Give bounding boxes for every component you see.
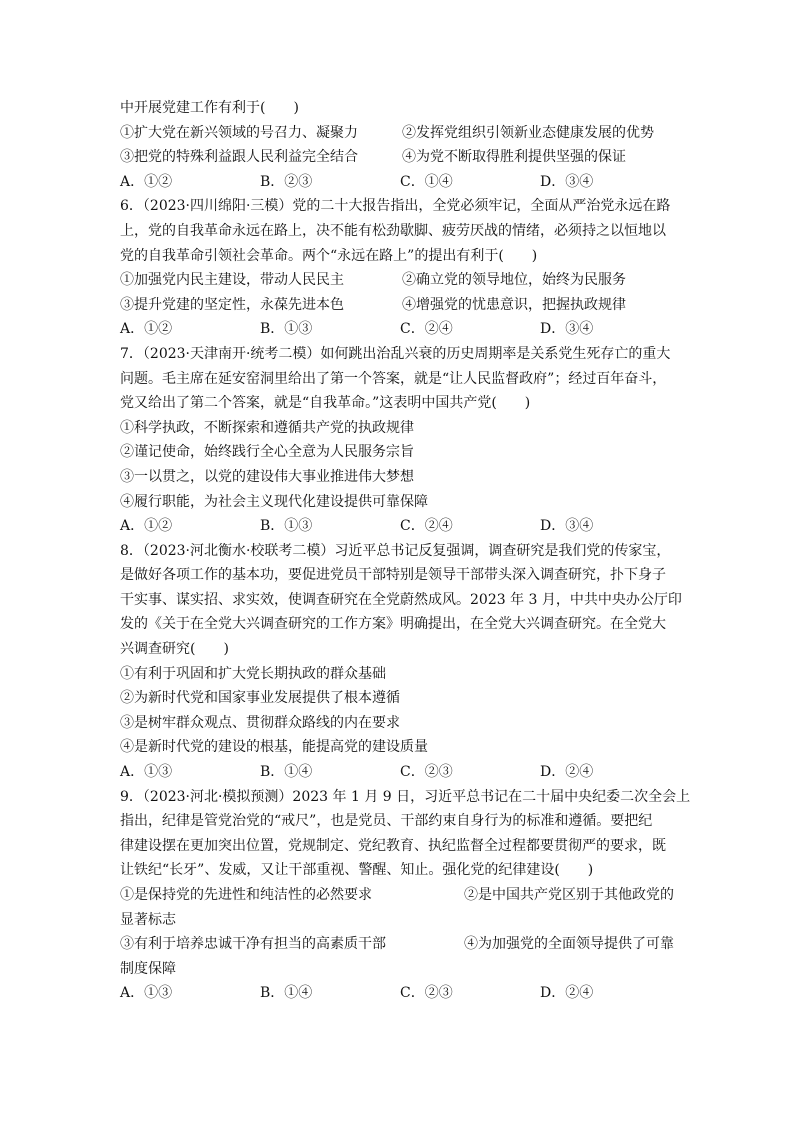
question-stem-line: 8．（2023·河北衡水·校联考二模）习近平总书记反复强调，调查研究是我们党的传家宝， <box>120 542 671 559</box>
option-2-continued: 显著标志 <box>120 911 176 928</box>
option-row <box>120 268 680 293</box>
question-stem: 中开展党建工作有利于( ) <box>120 100 299 116</box>
option-4: ④履行职能，为社会主义现代化建设提供可靠保障 <box>120 493 428 510</box>
choice-b: B．①④ <box>260 985 313 1002</box>
option-row <box>120 883 680 908</box>
option-1: ①加强党内民主建设，带动人民民主 <box>120 272 344 289</box>
option-1: ①是保持党的先进性和纯洁性的必然要求 <box>120 887 372 903</box>
answer-choices <box>120 317 680 342</box>
answer-choices <box>120 760 680 785</box>
question-stem-line: 问题。毛主席在延安窑洞里给出了第一个答案，就是“让人民监督政府”；经过百年奋斗， <box>120 370 667 387</box>
choice-d: D．③④ <box>540 173 594 190</box>
option-4: ④增强党的忧患意识，把握执政规律 <box>402 296 626 313</box>
choice-a: A．①② <box>120 518 173 535</box>
question-stem-line: 9．（2023·河北·模拟预测）2023 年 1 月 9 日，习近平总书记在二十届中央纪委二次全会上 <box>120 788 691 805</box>
option-2: ②确立党的领导地位，始终为民服务 <box>402 272 626 289</box>
option-3: ③有利于培养忠诚干净有担当的高素质干部 <box>120 936 386 953</box>
choice-c: C．①④ <box>400 173 453 190</box>
question-stem-line: 律建设摆在更加突出位置，党规制定、党纪教育、执纪监督全过程都要贯彻严的要求，既 <box>120 837 666 854</box>
option-4-continued: 制度保障 <box>120 960 176 977</box>
choice-a: A．①③ <box>120 764 173 781</box>
option-1: ①有利于巩固和扩大党长期执政的群众基础 <box>120 665 386 682</box>
option-2: ②发挥党组织引领新业态健康发展的优势 <box>402 124 654 141</box>
question-9 <box>120 785 691 1006</box>
choice-b: B．①③ <box>260 518 313 535</box>
question-stem-line: 7．（2023·天津南开·统考二模）如何跳出治乱兴衰的历史周期率是关系党生死存亡的重大 <box>120 345 671 362</box>
question-7 <box>120 342 680 539</box>
option-2: ②谨记使命，始终践行全心全意为人民服务宗旨 <box>120 444 414 461</box>
option-row <box>120 145 680 170</box>
question-8 <box>120 539 680 785</box>
answer-choices <box>120 170 680 195</box>
choice-a: A．①② <box>120 321 173 338</box>
option-2: ②是中国共产党区别于其他政党的 <box>464 887 674 903</box>
option-3: ③一以贯之，以党的建设伟大事业推进伟大梦想 <box>120 468 414 485</box>
choice-d: D．②④ <box>540 985 594 1002</box>
question-5 <box>120 96 680 194</box>
question-stem-line: 是做好各项工作的基本功，要促进党员干部特别是领导干部带头深入调查研究，扑下身子 <box>120 567 666 584</box>
question-stem-line: 上，党的自我革命永远在路上，决不能有松劲歇脚、疲劳厌战的情绪，必须持之以恒地以 <box>120 222 666 239</box>
choice-c: C．②③ <box>400 764 453 781</box>
option-4: ④是新时代党的建设的根基，能提高党的建设质量 <box>120 739 428 756</box>
answer-choices <box>120 981 680 1006</box>
choice-b: B．①④ <box>260 764 313 781</box>
option-row <box>120 293 680 318</box>
option-4: ④为党不断取得胜利提供坚强的保证 <box>402 149 626 166</box>
option-1: ①科学执政，不断探索和遵循共产党的执政规律 <box>120 419 414 436</box>
question-stem-line: 6．（2023·四川绵阳·三模）党的二十大报告指出，全党必须牢记，全面从严治党永远在路 <box>120 198 671 215</box>
exam-page <box>120 96 691 1006</box>
question-stem-line: 让铁纪“长牙”、发威，又让干部重视、警醒、知止。强化党的纪律建设( ) <box>120 862 594 879</box>
option-row <box>120 121 680 146</box>
choice-b: B．②③ <box>260 173 313 190</box>
answer-choices <box>120 514 680 539</box>
choice-a: A．①③ <box>120 985 173 1002</box>
question-stem-line: 党的自我革命引领社会革命。两个“永远在路上”的提出有利于( ) <box>120 247 538 264</box>
option-2: ②为新时代党和国家事业发展提供了根本遵循 <box>120 690 400 707</box>
question-stem-line: 指出，纪律是管党治党的“戒尺”，也是党员、干部约束自身行为的标准和遵循。要把纪 <box>120 813 653 830</box>
option-3: ③提升党建的坚定性，永葆先进本色 <box>120 296 344 313</box>
option-1: ①扩大党在新兴领域的号召力、凝聚力 <box>120 124 358 141</box>
choice-a: A．①② <box>120 173 173 190</box>
choice-d: D．③④ <box>540 518 594 535</box>
question-6 <box>120 194 680 342</box>
choice-d: D．②④ <box>540 764 594 781</box>
option-row <box>120 932 680 957</box>
question-stem-line: 干实事、谋实招、求实效，使调查研究在全党蔚然成风。2023 年 3 月，中共中央办公厅印 <box>120 591 682 608</box>
question-stem-line: 党又给出了第二个答案，就是“自我革命。”这表明中国共产党( ) <box>120 395 531 412</box>
option-3: ③是树牢群众观点、贯彻群众路线的内在要求 <box>120 714 400 731</box>
choice-d: D．③④ <box>540 321 594 338</box>
question-stem-line: 发的《关于在全党大兴调查研究的工作方案》明确提出，在全党大兴调查研究。在全党大 <box>120 616 666 633</box>
question-stem-line: 兴调查研究( ) <box>120 641 229 658</box>
choice-b: B．①③ <box>260 321 313 338</box>
option-4: ④为加强党的全面领导提供了可靠 <box>464 936 674 953</box>
option-3: ③把党的特殊利益跟人民利益完全结合 <box>120 149 358 166</box>
choice-c: C．②④ <box>400 321 453 338</box>
choice-c: C．②④ <box>400 518 453 535</box>
choice-c: C．②③ <box>400 985 453 1002</box>
